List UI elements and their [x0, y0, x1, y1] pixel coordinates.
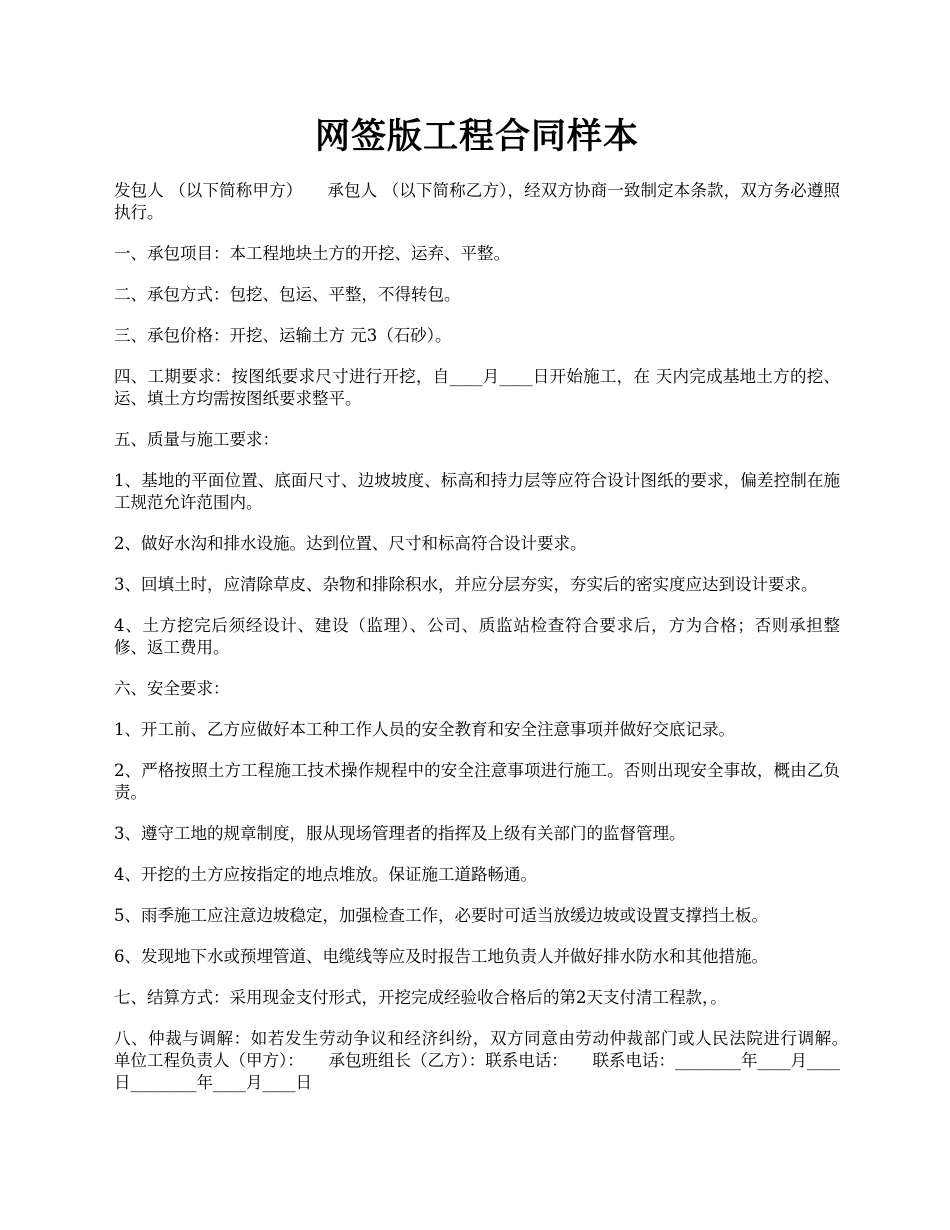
paragraph-safety-5: 5、雨季施工应注意边坡稳定，加强检查工作，必要时可适当放缓边坡或设置支撑挡土板。	[114, 906, 768, 925]
paragraph-section-3: 三、承包价格：开挖、运输土方 元3（石砂）。	[114, 326, 452, 345]
paragraph-section-7: 七、结算方式：采用现金支付形式，开挖完成经验收合格后的第2天支付清工程款，。	[114, 988, 727, 1007]
paragraph-safety-6: 6、发现地下水或预埋管道、电缆线等应及时报告工地负责人并做好排水防水和其他措施。	[114, 947, 768, 966]
document-body	[114, 180, 873, 1113]
paragraph-quality-4: 4、土方挖完后须经设计、建设（监理）、公司、质监站检查符合要求后，方为合格；否则承担整修、返工费用。	[114, 616, 840, 657]
paragraph-quality-1: 1、基地的平面位置、底面尺寸、边坡坡度、标高和持力层等应符合设计图纸的要求，偏差控制在施工规范允许范围内。	[114, 471, 840, 512]
paragraph-section-5-heading: 五、质量与施工要求：	[114, 430, 279, 449]
paragraph-section-8-signatures: 八、仲裁与调解：如若发生劳动争议和经济纠纷，双方同意由劳动仲裁部门或人民法院进行调解。 单位工程负责人（甲方）： 承包班组长（乙方）：联系电话： 联系电话：________年____月____日________年____月____日	[114, 1029, 873, 1092]
paragraph-parties: 发包人 （以下简称甲方） 承包人 （以下简称乙方），经双方协商一致制定本条款，双方务必遵照执行。	[114, 181, 840, 222]
paragraph-quality-3: 3、回填土时，应清除草皮、杂物和排除积水，并应分层夯实，夯实后的密实度应达到设计要求。	[114, 575, 818, 594]
paragraph-safety-3: 3、遵守工地的规章制度，服从现场管理者的指挥及上级有关部门的监督管理。	[114, 824, 686, 843]
paragraph-safety-4: 4、开挖的土方应按指定的地点堆放。保证施工道路畅通。	[114, 865, 537, 884]
paragraph-section-6-heading: 六、安全要求：	[114, 679, 230, 698]
paragraph-section-1: 一、承包项目：本工程地块土方的开挖、运弃、平整。	[114, 244, 510, 263]
paragraph-quality-2: 2、做好水沟和排水设施。达到位置、尺寸和标高符合设计要求。	[114, 534, 587, 553]
document-title: 网签版工程合同样本	[314, 116, 639, 157]
paragraph-safety-2: 2、严格按照土方工程施工技术操作规程中的安全注意事项进行施工。否则出现安全事故，概由乙负责。	[114, 761, 840, 802]
paragraph-safety-1: 1、开工前、乙方应做好本工种工作人员的安全教育和安全注意事项并做好交底记录。	[114, 720, 735, 739]
paragraph-section-2: 二、承包方式：包挖、包运、平整，不得转包。	[114, 285, 461, 304]
paragraph-section-4: 四、工期要求：按图纸要求尺寸进行开挖，自____月____日开始施工，在 天内完成基地土方的挖、运、填土方均需按图纸要求整平。	[114, 367, 840, 408]
